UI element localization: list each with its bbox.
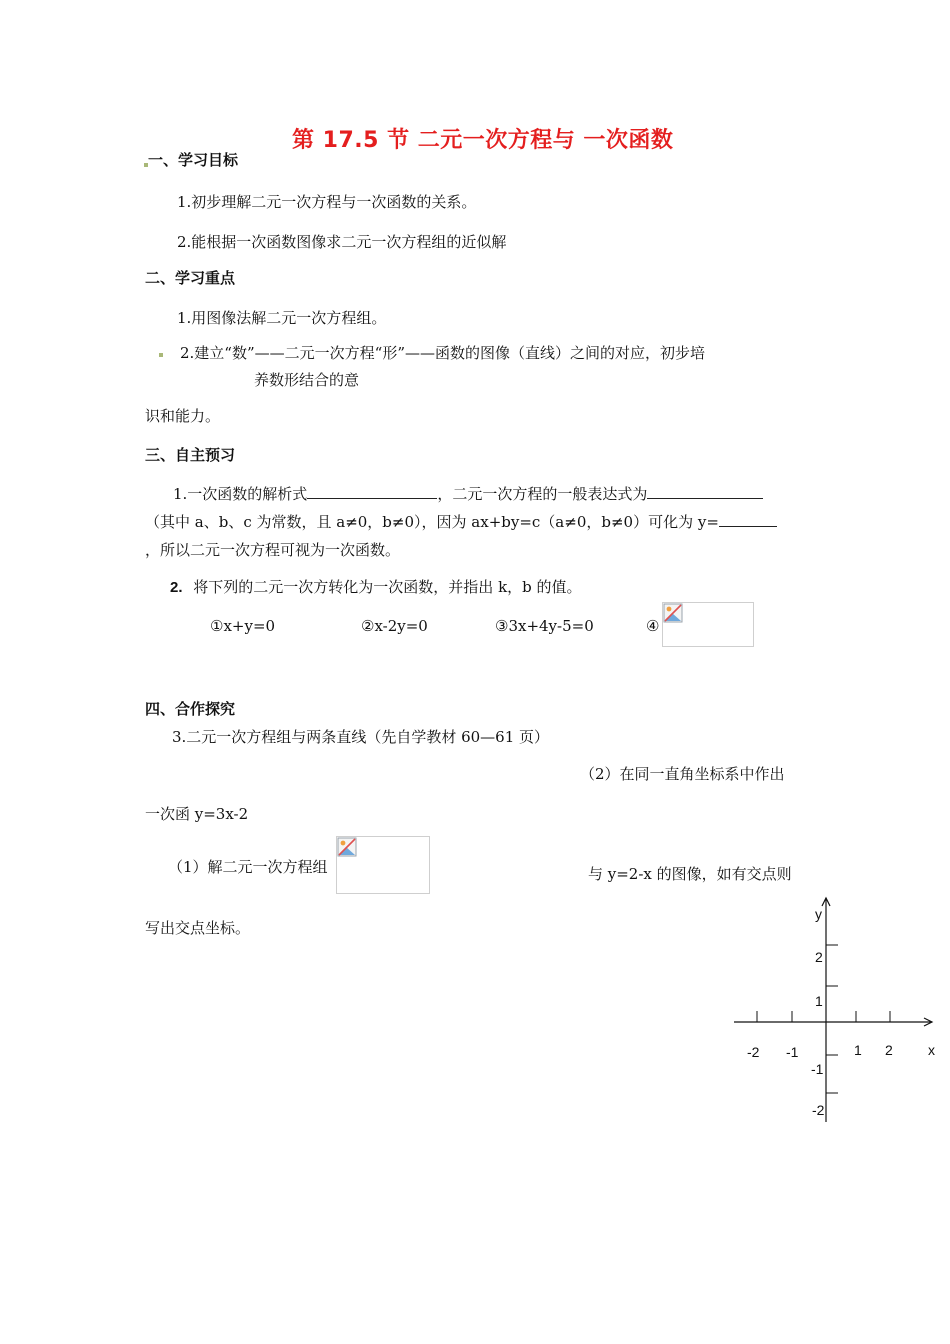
x-tick-label: -1 bbox=[786, 1044, 799, 1060]
coordinate-axes bbox=[730, 890, 940, 1130]
y-tick-label: 1 bbox=[815, 993, 823, 1009]
focus-item-1: 1.用图像法解二元一次方程组。 bbox=[177, 309, 387, 327]
equation-3: ③3x+4y-5=0 bbox=[495, 617, 594, 635]
equation-1: ①x+y=0 bbox=[210, 617, 276, 635]
part2-line-c: 与 y=2-x 的图像，如有交点则 bbox=[588, 865, 792, 883]
x-axis-label: x bbox=[928, 1042, 935, 1058]
focus-item-2-line3: 识和能力。 bbox=[145, 407, 221, 425]
q1-line2 bbox=[145, 511, 777, 532]
y-tick-label: -1 bbox=[811, 1061, 824, 1077]
q1-text-b: ，二元一次方程的一般表达式为 bbox=[437, 485, 648, 503]
q1-text-c: （其中 a、b、c 为常数，且 a≠0，b≠0），因为 ax+by=c（a≠0，b≠0）可化为 y= bbox=[145, 513, 719, 531]
answer-blank-1[interactable] bbox=[307, 484, 437, 499]
q2-text: 将下列的二元一次方转化为一次函数，并指出 k，b 的值。 bbox=[193, 578, 582, 596]
q1-text-a: 1.一次函数的解析式 bbox=[173, 485, 308, 503]
q2-number: 2. bbox=[170, 579, 183, 596]
part1-text: （1）解二元一次方程组 bbox=[168, 858, 328, 876]
q1-line3: ，所以二元一次方程可视为一次函数。 bbox=[145, 541, 401, 559]
part2-line-a: （2）在同一直角坐标系中作出 bbox=[580, 765, 785, 783]
section-heading-focus: 二、学习重点 bbox=[145, 269, 236, 287]
x-tick-label: -2 bbox=[747, 1044, 760, 1060]
x-tick-label: 1 bbox=[854, 1042, 862, 1058]
page-title: 第 17.5 节 二元一次方程与 一次函数 bbox=[292, 128, 674, 153]
equation-2: ②x-2y=0 bbox=[361, 617, 428, 635]
equation-4: ④ bbox=[646, 617, 660, 635]
broken-image-placeholder bbox=[336, 836, 430, 894]
x-tick-label: 2 bbox=[885, 1042, 893, 1058]
goal-item-1: 1.初步理解二元一次方程与一次函数的关系。 bbox=[177, 193, 477, 211]
part-end-text: 写出交点坐标。 bbox=[145, 919, 251, 937]
section-heading-goals: 一、学习目标 bbox=[148, 151, 239, 169]
y-tick-label: -2 bbox=[812, 1102, 825, 1118]
y-tick-label: 2 bbox=[815, 949, 823, 965]
goal-item-2: 2.能根据一次函数图像求二元一次方程组的近似解 bbox=[177, 233, 507, 251]
q2-line bbox=[170, 576, 582, 597]
q3-text: 3.二元一次方程组与两条直线（先自学教材 60—61 页） bbox=[172, 728, 550, 746]
section-heading-preview: 三、自主预习 bbox=[145, 446, 236, 464]
focus-item-2-line1: 2.建立“数”——二元一次方程“形”——函数的图像（直线）之间的对应，初步培 bbox=[180, 344, 705, 362]
q1-line1 bbox=[173, 483, 763, 504]
bullet-mark bbox=[159, 353, 163, 357]
part2-line-b: 一次函 y=3x-2 bbox=[145, 805, 249, 823]
answer-blank-2[interactable] bbox=[647, 484, 763, 499]
y-axis-label: y bbox=[815, 906, 822, 922]
broken-image-icon bbox=[337, 837, 357, 857]
section-heading-explore: 四、合作探究 bbox=[145, 700, 236, 718]
focus-item-2-line2: 养数形结合的意 bbox=[254, 371, 360, 389]
broken-image-placeholder bbox=[662, 602, 754, 647]
answer-blank-3[interactable] bbox=[719, 512, 777, 527]
broken-image-icon bbox=[663, 603, 683, 623]
